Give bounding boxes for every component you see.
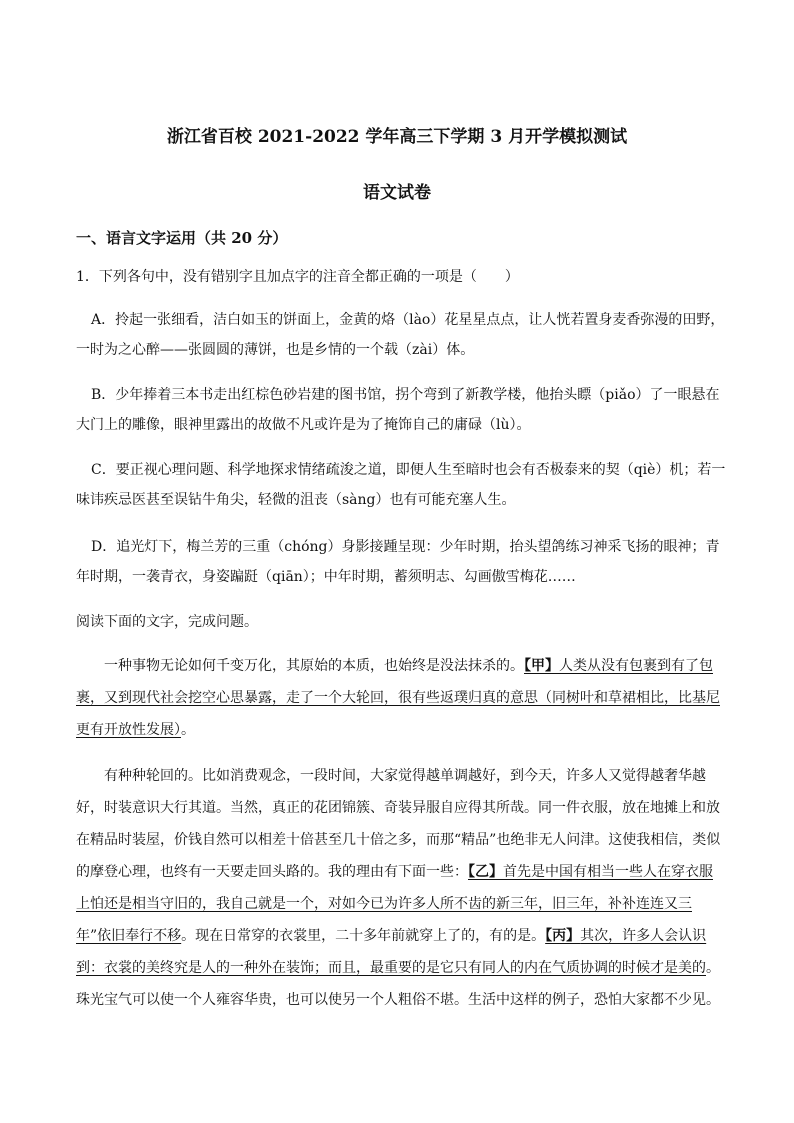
reading-paragraph-2 xyxy=(76,760,726,1016)
p2-text-1: 有种种轮回的。比如消费观念，一段时间，大家觉得越单调越好，到今天，许多人又觉得越奢华越好，时装意识大行其道。当然，真正的花团锦簇、奇装异服自应得其所哉。同一件衣服，放在地摊上和放在精品时装屋，价钱自然可以相差十倍甚至几十倍之多，而那“精品”也绝非无人问津。这使我相信，类似的摩登心理，也终有一天要走回头路的。我的理由有下面一些： xyxy=(76,768,721,880)
exam-subtitle: 语文试卷 xyxy=(363,183,431,203)
p1-underlined-sentence: 人类从没有包裹到有了包裹，又到现代社会挖空心思暴露，走了一个大轮回，很有些返璞归真的意思（同树叶和草裙相比，比基尼更有开放性发展） xyxy=(76,658,720,738)
reading-intro: 阅读下面的文字，完成问题。 xyxy=(76,614,258,630)
option-a: A．拎起一张细看，洁白如玉的饼面上，金黄的烙（lào）花星星点点，让人恍若置身麦香弥漫的田野，一时为之心醉——张圆圆的薄饼，也是乡情的一个载（zài）体。 xyxy=(76,312,725,358)
p1-text: 一种事物无论如何千变万化，其原始的本质，也始终是没法抹杀的。 xyxy=(104,658,524,674)
option-d: D．追光灯下，梅兰芳的三重（chóng）身影接踵呈现：少年时期，抬头望鸽练习神采飞扬的眼神；青年时期，一袭青衣，身姿蹁跹（qiān）；中年时期，蓄须明志、勾画傲雪梅花…… xyxy=(76,539,720,585)
question-1-stem: 1．下列各句中，没有错别字且加点字的注音全都正确的一项是（ ） xyxy=(76,269,519,285)
p2-text-3: 。珠光宝气可以使一个人雍容华贵，也可以使另一个人粗俗不堪。生活中这样的例子，恐怕大家都不少见。 xyxy=(76,960,720,1008)
section-heading: 一、语言文字运用（共 20 分） xyxy=(76,229,288,247)
p2-underlined-sentence-1: 首先是中国有相当一些人在穿衣服上怕还是相当守旧的，我自己就是一个，对如今已为许多人所不齿的新三年，旧三年，补补连连又三年”依旧奉行不移 xyxy=(76,864,713,944)
option-c: C．要正视心理问题、科学地探求情绪疏浚之道，即便人生至暗时也会有否极泰来的契（qiè）机；若一味讳疾忌医甚至误钻牛角尖，轻微的沮丧（sàng）也有可能充塞人生。 xyxy=(76,462,726,508)
p2-text-2: 。现在日常穿的衣裳里，二十多年前就穿上了的，有的是。 xyxy=(181,928,546,944)
marker-yi: 【乙】 xyxy=(468,864,503,880)
exam-title: 浙江省百校 2021-2022 学年高三下学期 3 月开学模拟测试 xyxy=(166,127,628,147)
p2-underlined-sentence-2: 其次，许多人会认识到：衣裳的美终究是人的一种外在装饰；而且，最重要的是它只有同人的内在气质协调的时候才是美的 xyxy=(76,928,707,976)
reading-paragraph-1 xyxy=(76,650,726,746)
marker-jia: 【甲】 xyxy=(524,658,559,674)
marker-bing: 【丙】 xyxy=(545,928,581,944)
p1-end: 。 xyxy=(181,722,195,738)
option-b: B．少年捧着三本书走出红棕色砂岩建的图书馆，拐个弯到了新教学楼，他抬头瞟（piǎo）了一眼悬在大门上的雕像，眼神里露出的故做不凡或许是为了掩饰自己的庸碌（lù）。 xyxy=(76,387,720,433)
